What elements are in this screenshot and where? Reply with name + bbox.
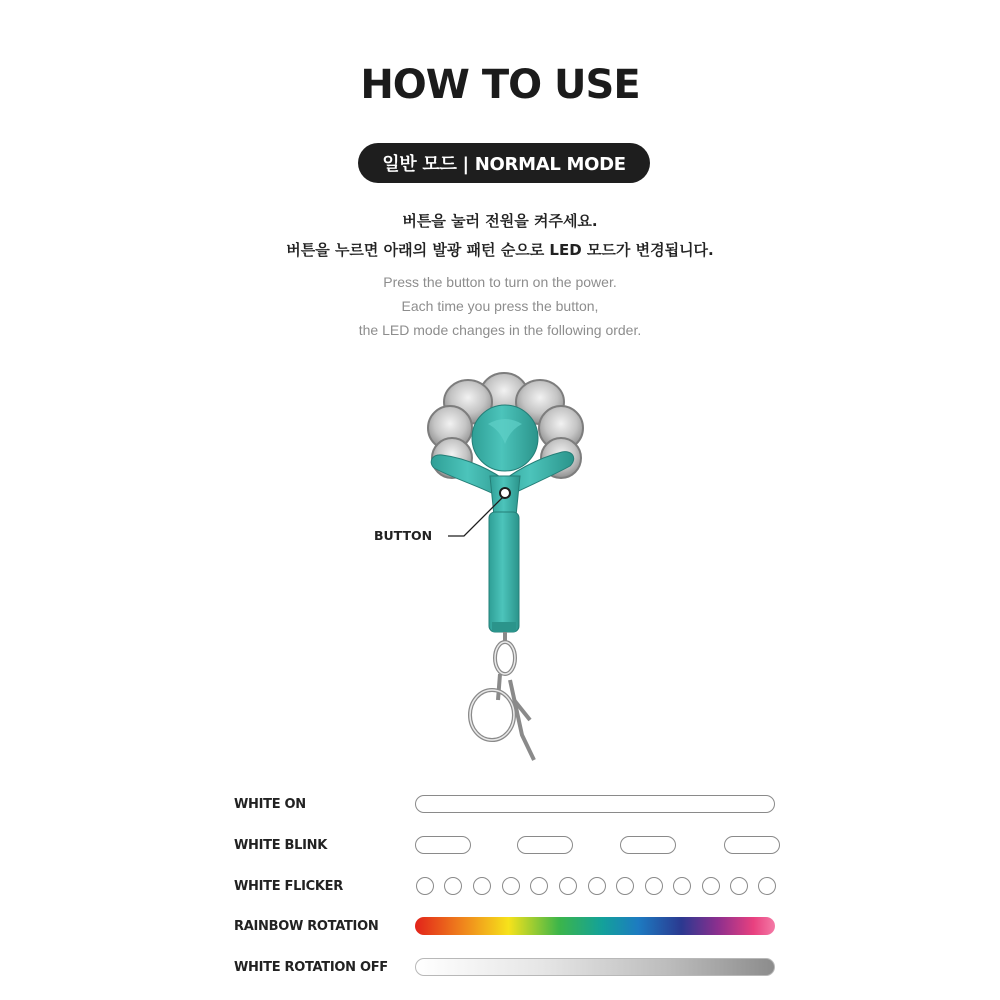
flicker-dot bbox=[416, 877, 434, 895]
mode-label-white-flicker: WHITE FLICKER bbox=[234, 879, 343, 894]
instruction-english-line-1: Press the button to turn on the power. bbox=[383, 274, 617, 290]
flicker-dot bbox=[616, 877, 634, 895]
instruction-korean-line-1: 버튼을 눌러 전원을 켜주세요. bbox=[402, 212, 598, 230]
blink-segment bbox=[620, 836, 676, 854]
pattern-white-rotation-off bbox=[415, 958, 775, 976]
flicker-dot bbox=[444, 877, 462, 895]
flicker-dot bbox=[730, 877, 748, 895]
flicker-dot bbox=[530, 877, 548, 895]
instruction-korean-line-2: 버튼을 누르면 아래의 발광 패턴 순으로 LED 모드가 변경됩니다. bbox=[286, 241, 714, 259]
blink-segment bbox=[724, 836, 780, 854]
power-button-marker bbox=[500, 488, 510, 498]
blink-segment bbox=[415, 836, 471, 854]
blink-segment bbox=[517, 836, 573, 854]
lightstick-handle bbox=[489, 512, 519, 632]
flicker-dot bbox=[559, 877, 577, 895]
flicker-dot bbox=[473, 877, 491, 895]
pattern-white-on bbox=[415, 795, 775, 813]
flicker-dot bbox=[502, 877, 520, 895]
keychain-clasp bbox=[470, 632, 534, 760]
mode-label-white-blink: WHITE BLINK bbox=[234, 838, 328, 853]
flicker-dot bbox=[702, 877, 720, 895]
flicker-dot bbox=[758, 877, 776, 895]
button-callout-label: BUTTON bbox=[374, 528, 433, 543]
mode-label-rainbow-rotation: RAINBOW ROTATION bbox=[234, 919, 379, 934]
mode-label-white-rotation-off: WHITE ROTATION OFF bbox=[234, 960, 388, 975]
pattern-rainbow-rotation bbox=[415, 917, 775, 935]
mode-label-white-on: WHITE ON bbox=[234, 797, 306, 812]
page-title: HOW TO USE bbox=[360, 62, 640, 108]
flicker-dot bbox=[588, 877, 606, 895]
flicker-dot bbox=[645, 877, 663, 895]
mode-badge: 일반 모드 | NORMAL MODE bbox=[358, 143, 650, 183]
instruction-english-line-2: Each time you press the button, bbox=[401, 298, 599, 314]
flicker-dot bbox=[673, 877, 691, 895]
instruction-english-line-3: the LED mode changes in the following order. bbox=[358, 322, 642, 338]
